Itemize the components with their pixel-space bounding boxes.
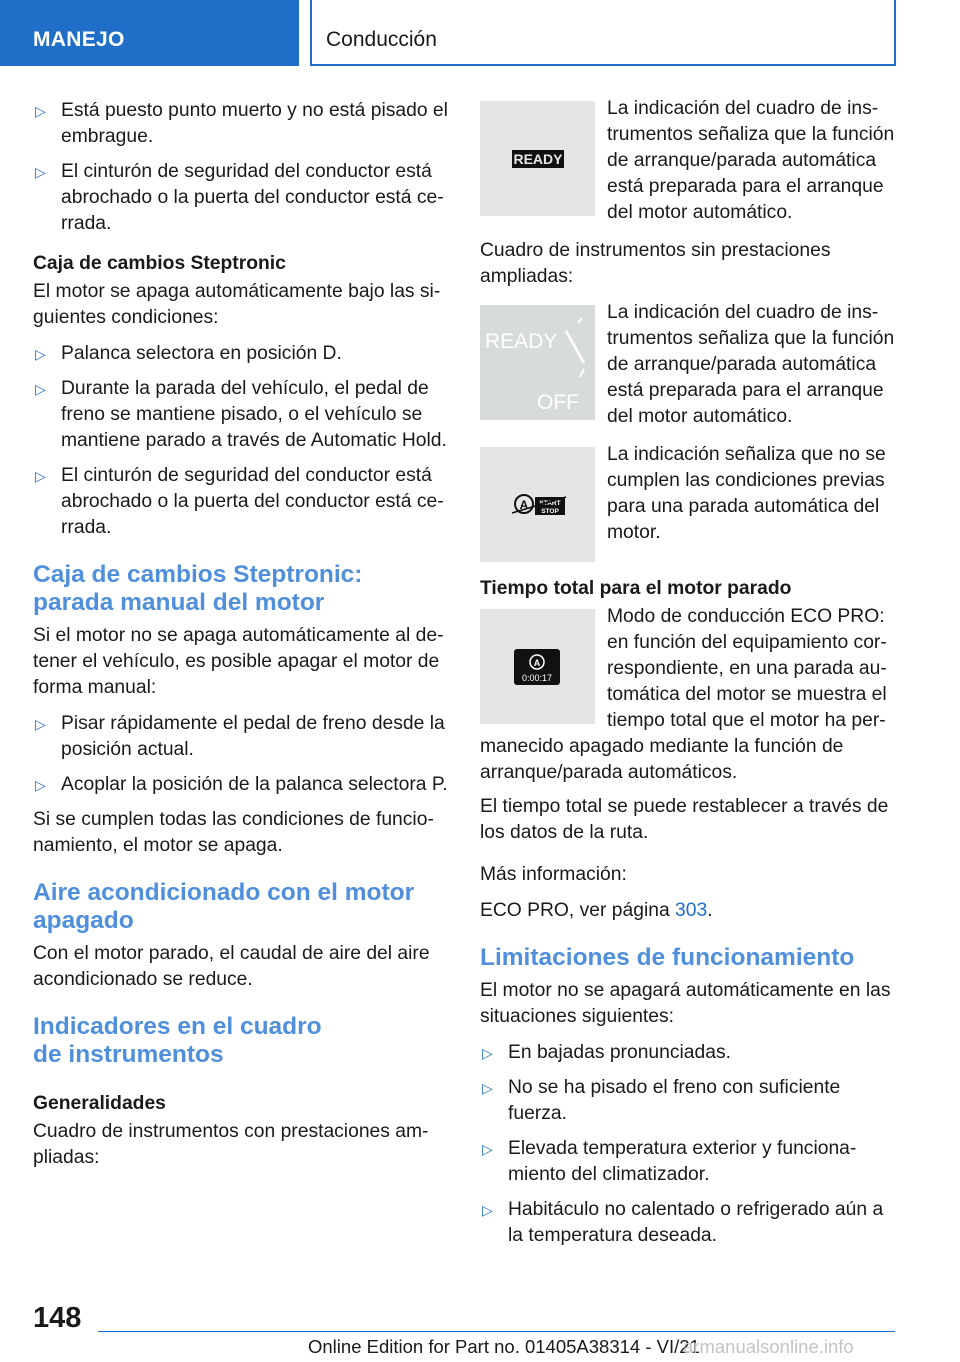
general-subheading: Generalidades [33,1093,166,1114]
figure-caption: La indicación del cuadro de instrumentos señaliza que la función de arranque/parada automática está preparada para el arranque del motor automático. [607,98,895,223]
stop-label: STOP [541,508,559,515]
list-item: ▷ Pisar rápidamente el pedal de freno desde la posición actual. [35,713,445,760]
figure-ready-basic [480,300,896,430]
ready-indicator-image [480,101,595,216]
manual-stop-result: Si se cumplen todas las condiciones de funcionamiento, el motor se apaga. [33,809,434,856]
stop-timer-image [480,609,595,724]
limitations-heading: Limitaciones de funcionamiento [480,944,855,971]
start-stop-unavailable-image [480,447,595,562]
section-title: MANEJO [33,28,125,51]
bullet-triangle-icon: ▷ [482,1141,493,1157]
bullet-triangle-icon: ▷ [35,468,46,484]
page-number: 148 [33,1302,82,1334]
timer-label: 0:00:17 [521,673,553,683]
bullet-triangle-icon: ▷ [35,164,46,180]
ready-off-gauge-image [480,305,595,420]
ac-paragraph: Con el motor parado, el caudal de aire del aire acondicionado se reduce. [33,943,430,990]
ac-heading: Aire acondicionado con el motor apagado [33,879,415,934]
bullet-triangle-icon: ▷ [482,1080,493,1096]
figure-ready-extended [480,96,896,226]
gauge-off-label: OFF [537,391,579,414]
total-time-subheading: Tiempo total para el motor parado [480,578,792,599]
indicators-heading: Indicadores en el cuadro de instrumentos [33,1013,322,1068]
ready-label: READY [513,151,563,167]
bullet-triangle-icon: ▷ [35,103,46,119]
figure-start-stop-off [480,442,896,562]
chapter-tab [310,0,896,66]
figure-caption: La indicación señaliza que no se cumplen las condiciones previas para una parada automática del motor. [607,444,886,543]
manual-stop-heading: Caja de cambios Steptronic: parada manual del motor [33,561,363,616]
general-paragraph: Cuadro de instrumentos con prestaciones ampliadas: [33,1121,429,1168]
steptronic-subheading: Caja de cambios Steptronic [33,253,286,274]
list-item: ▷ Está puesto punto muerto y no está pisado el embrague. [35,100,448,147]
eco-pro-reference: ECO PRO, ver página 303. [480,900,713,921]
bullet-triangle-icon: ▷ [35,381,46,397]
edition-note: Online Edition for Part no. 01405A38314 - VI/21 [308,1336,700,1357]
bullet-triangle-icon: ▷ [482,1202,493,1218]
limitations-paragraph: El motor no se apagará automáticamente en las situaciones siguientes: [480,980,891,1027]
reset-paragraph: El tiempo total se puede restablecer a través de los datos de la ruta. [480,796,889,843]
list-item: ▷ El cinturón de seguridad del conductor está abrochado o la puerta del conductor está cerrada. [35,161,444,234]
list-item: ▷ Elevada temperatura exterior y funcionamiento del climatizador. [482,1138,857,1185]
watermark: armanualsonline.info [683,1336,854,1357]
list-item: ▷ En bajadas pronunciadas. [480,1040,896,1066]
start-label: START [539,500,561,507]
list-item: ▷ Palanca selectora en posición D. [33,341,448,367]
bullet-triangle-icon: ▷ [35,777,46,793]
chapter-title: Conducción [326,28,437,51]
total-time-paragraph: Modo de conducción ECO PRO: en función del equipamiento correspondiente, en una parada automática del motor se muestra el tiempo total que el motor ha permanecido apagado mediante la función de arranque/parada automáticos. [480,606,887,783]
right-column [480,96,896,1258]
section-tab [0,0,299,66]
list-item: ▷ Habitáculo no calentado o refrigerado aún a la temperatura deseada. [482,1199,884,1246]
manual-stop-paragraph: Si el motor no se apaga automáticamente al detener el vehículo, es posible apagar el motor de forma manual: [33,625,444,698]
svg-text:A: A [533,658,541,668]
list-item: ▷ El cinturón de seguridad del conductor está abrochado o la puerta del conductor está cerrada. [35,465,444,538]
more-info-label: Más información: [480,864,627,885]
bullet-triangle-icon: ▷ [482,1045,493,1061]
basic-cluster-paragraph: Cuadro de instrumentos sin prestaciones ampliadas: [480,240,831,287]
list-item: ▷ No se ha pisado el freno con suficiente fuerza. [482,1077,841,1124]
list-item: ▷ Durante la parada del vehículo, el pedal de freno se mantiene pisado, o el vehículo se mantiene parado a través de Automatic Hold. [35,378,447,451]
page-link[interactable]: 303 [675,900,708,921]
bullet-triangle-icon: ▷ [35,346,46,362]
steptronic-paragraph: El motor se apaga automáticamente bajo las siguientes condiciones: [33,281,441,328]
svg-text:A: A [519,498,529,512]
list-item: ▷ Acoplar la posición de la palanca selectora P. [33,772,448,798]
footer-divider [98,1331,895,1332]
gauge-ready-label: READY [485,330,558,353]
figure-caption: La indicación del cuadro de instrumentos señaliza que la función de arranque/parada automática está preparada para el arranque del motor automático. [607,302,895,427]
left-column [33,98,448,1181]
figure-total-time [480,604,896,786]
bullet-triangle-icon: ▷ [35,716,46,732]
